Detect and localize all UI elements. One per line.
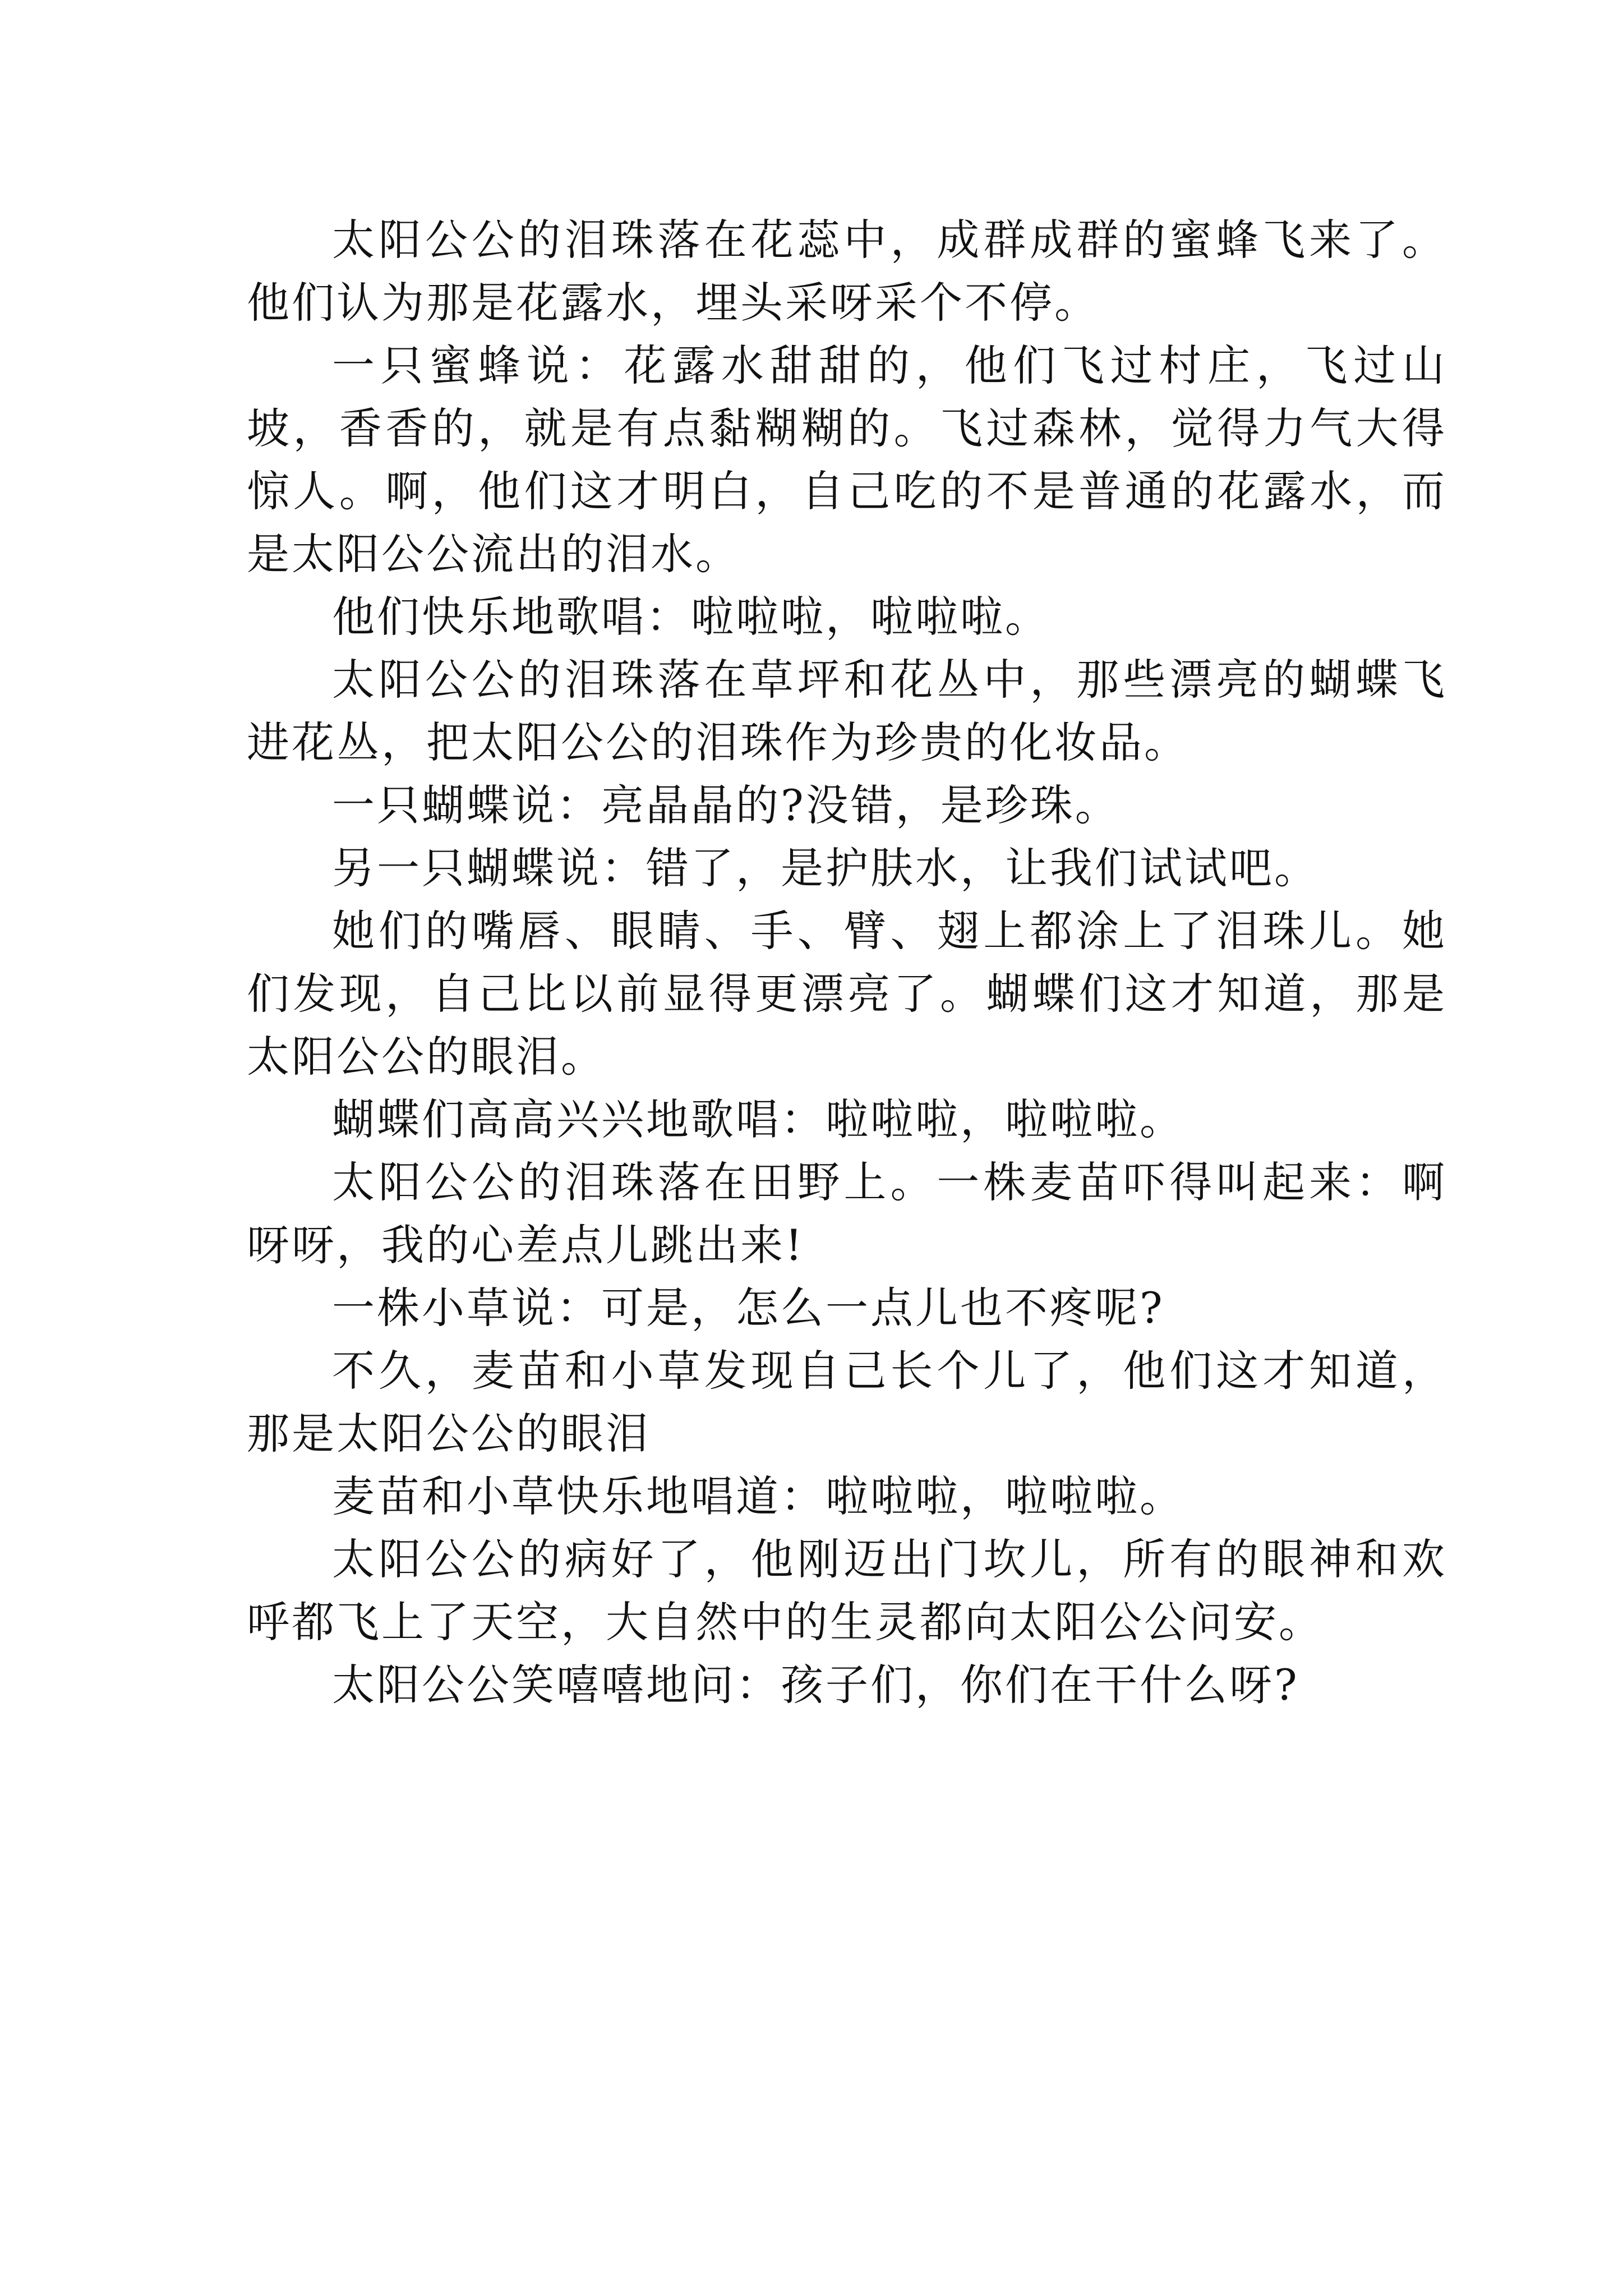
paragraph: 一只蜜蜂说：花露水甜甜的，他们飞过村庄，飞过山坡，香香的，就是有点黏糊糊的。飞过森林，觉得力气大得惊人。啊，他们这才明白，自己吃的不是普通的花露水，而是太阳公公流出的泪水。 bbox=[247, 341, 1447, 579]
paragraph: 他们快乐地歌唱：啦啦啦，啦啦啦。 bbox=[332, 592, 1050, 642]
paragraph: 太阳公公笑嘻嘻地问：孩子们，你们在干什么呀? bbox=[332, 1660, 1299, 1710]
paragraph: 另一只蝴蝶说：错了，是护肤水，让我们试试吧。 bbox=[332, 843, 1319, 893]
story-text bbox=[247, 209, 1447, 1717]
paragraph: 太阳公公的泪珠落在田野上。一株麦苗吓得叫起来：啊呀呀，我的心差点儿跳出来! bbox=[247, 1157, 1447, 1270]
paragraph: 蝴蝶们高高兴兴地歌唱：啦啦啦，啦啦啦。 bbox=[332, 1094, 1184, 1144]
paragraph: 一只蝴蝶说：亮晶晶的?没错，是珍珠。 bbox=[332, 780, 1120, 830]
paragraph: 太阳公公的泪珠落在草坪和花丛中，那些漂亮的蝴蝶飞进花丛，把太阳公公的泪珠作为珍贵的化妆品。 bbox=[247, 655, 1447, 767]
paragraph: 太阳公公的泪珠落在花蕊中，成群成群的蜜蜂飞来了。他们认为那是花露水，埋头采呀采个不停。 bbox=[247, 215, 1447, 328]
paragraph: 她们的嘴唇、眼睛、手、臂、翅上都涂上了泪珠儿。她们发现，自己比以前显得更漂亮了。蝴蝶们这才知道，那是太阳公公的眼泪。 bbox=[247, 906, 1447, 1082]
paragraph: 太阳公公的病好了，他刚迈出门坎儿，所有的眼神和欢呼都飞上了天空，大自然中的生灵都向太阳公公问安。 bbox=[247, 1534, 1447, 1647]
paragraph: 一株小草说：可是，怎么一点儿也不疼呢? bbox=[332, 1283, 1165, 1333]
paragraph: 麦苗和小草快乐地唱道：啦啦啦，啦啦啦。 bbox=[332, 1471, 1184, 1521]
paragraph: 不久，麦苗和小草发现自己长个儿了，他们这才知道，那是太阳公公的眼泪 bbox=[247, 1346, 1447, 1458]
